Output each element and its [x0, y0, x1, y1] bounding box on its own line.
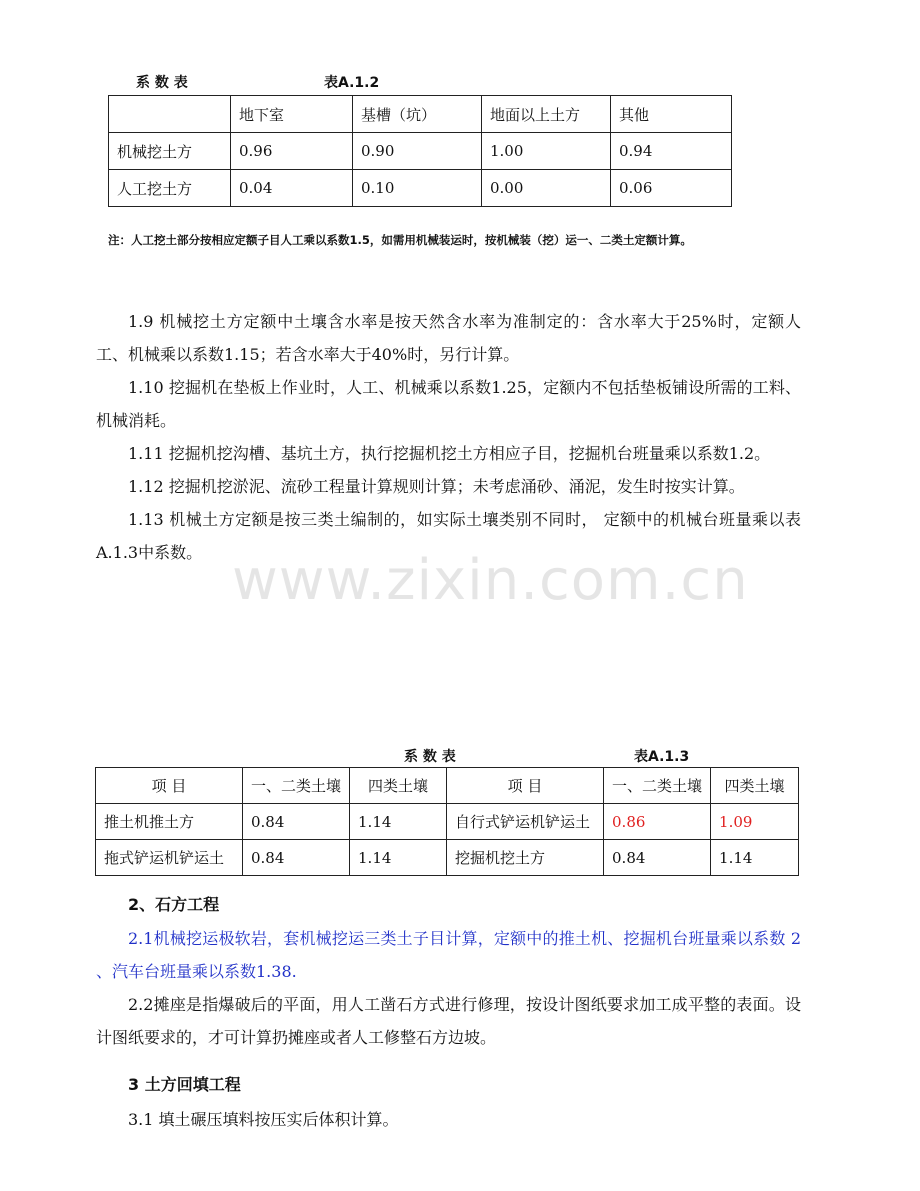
table1-title: 系 数 表 — [136, 75, 188, 91]
paragraph-2-2: 2.2摊座是指爆破后的平面，用人工凿石方式进行修理，按设计图纸要求加工成平整的表面。设计图纸要求的，才可计算扔摊座或者人工修整石方边坡。 — [96, 995, 801, 1047]
paragraph: 1.13 机械土方定额是按三类土编制的，如实际土壤类别不同时， 定额中的机械台班量乘以表A.1.3中系数。 — [96, 510, 801, 562]
table-header-cell: 地面以上土方 — [482, 96, 611, 133]
table-row — [109, 170, 732, 207]
table-cell: 0.96 — [231, 133, 353, 170]
table-cell: 0.94 — [611, 133, 732, 170]
table-cell: 1.14 — [711, 840, 799, 876]
table-cell-highlight: 0.86 — [604, 804, 711, 840]
table-header-row — [96, 768, 799, 804]
table-cell: 0.84 — [604, 840, 711, 876]
coefficient-table-a12 — [108, 95, 732, 207]
table-header-cell: 基槽（坑） — [353, 96, 482, 133]
table-cell: 1.00 — [482, 133, 611, 170]
table-cell: 0.06 — [611, 170, 732, 207]
table-cell: 机械挖土方 — [109, 133, 231, 170]
table-cell: 1.14 — [350, 804, 447, 840]
table2-title: 系 数 表 — [404, 749, 456, 765]
table-header-cell: 四类土壤 — [711, 768, 799, 804]
table2-number: 表A.1.3 — [634, 749, 690, 765]
table-header-cell: 项 目 — [96, 768, 243, 804]
table-header-cell — [109, 96, 231, 133]
table-row — [96, 804, 799, 840]
paragraph-3-1: 3.1 填土碾压填料按压实后体积计算。 — [128, 1110, 399, 1129]
table2-caption — [404, 746, 690, 766]
table-cell: 0.00 — [482, 170, 611, 207]
section-heading-backfill: 3 土方回填工程 — [128, 1075, 241, 1094]
paragraph-2-1: 2.1机械挖运极软岩，套机械挖运三类土子目计算，定额中的推土机、挖掘机台班量乘以系数 2 、汽车台班量乘以系数1.38. — [96, 929, 801, 981]
table-cell: 挖掘机挖土方 — [447, 840, 604, 876]
table-cell: 推土机推土方 — [96, 804, 243, 840]
paragraph: 1.10 挖掘机在垫板上作业时，人工、机械乘以系数1.25，定额内不包括垫板铺设所需的工料、机械消耗。 — [96, 378, 801, 430]
table-header-cell: 一、二类土壤 — [243, 768, 350, 804]
table-header-cell: 地下室 — [231, 96, 353, 133]
table1-number: 表A.1.2 — [324, 75, 380, 91]
table-row — [109, 133, 732, 170]
coefficient-table-a13 — [95, 767, 799, 876]
paragraph: 1.12 挖掘机挖淤泥、流砂工程量计算规则计算；未考虑涌砂、涌泥，发生时按实计算。 — [128, 477, 745, 496]
table-header-cell: 一、二类土壤 — [604, 768, 711, 804]
table-cell: 0.04 — [231, 170, 353, 207]
table1-note: 注：人工挖土部分按相应定额子目人工乘以系数1.5，如需用机械装运时，按机械装（挖）运一、二类土定额计算。 — [108, 233, 692, 247]
table-header-cell: 其他 — [611, 96, 732, 133]
table-cell: 自行式铲运机铲运土 — [447, 804, 604, 840]
table-cell: 人工挖土方 — [109, 170, 231, 207]
table-cell: 0.90 — [353, 133, 482, 170]
table-row — [96, 840, 799, 876]
table-header-row — [109, 96, 732, 133]
table-cell: 0.84 — [243, 804, 350, 840]
table-header-cell: 项 目 — [447, 768, 604, 804]
paragraph: 1.9 机械挖土方定额中土壤含水率是按天然含水率为准制定的：含水率大于25%时，定额人工、机械乘以系数1.15；若含水率大于40%时，另行计算。 — [96, 312, 801, 364]
table-cell: 拖式铲运机铲运土 — [96, 840, 243, 876]
section3-body — [96, 1103, 801, 1136]
paragraphs-1-9-to-1-13 — [96, 305, 801, 569]
watermark: www.zixin.com.cn — [232, 548, 749, 613]
table-header-cell: 四类土壤 — [350, 768, 447, 804]
table-cell-highlight: 1.09 — [711, 804, 799, 840]
section2-body — [96, 922, 801, 1054]
table-cell: 0.10 — [353, 170, 482, 207]
section-heading-stone-works: 2、石方工程 — [128, 895, 220, 914]
table-cell: 1.14 — [350, 840, 447, 876]
paragraph: 1.11 挖掘机挖沟槽、基坑土方，执行挖掘机挖土方相应子目，挖掘机台班量乘以系数1.2。 — [128, 444, 771, 463]
table-cell: 0.84 — [243, 840, 350, 876]
table1-caption — [136, 72, 380, 92]
